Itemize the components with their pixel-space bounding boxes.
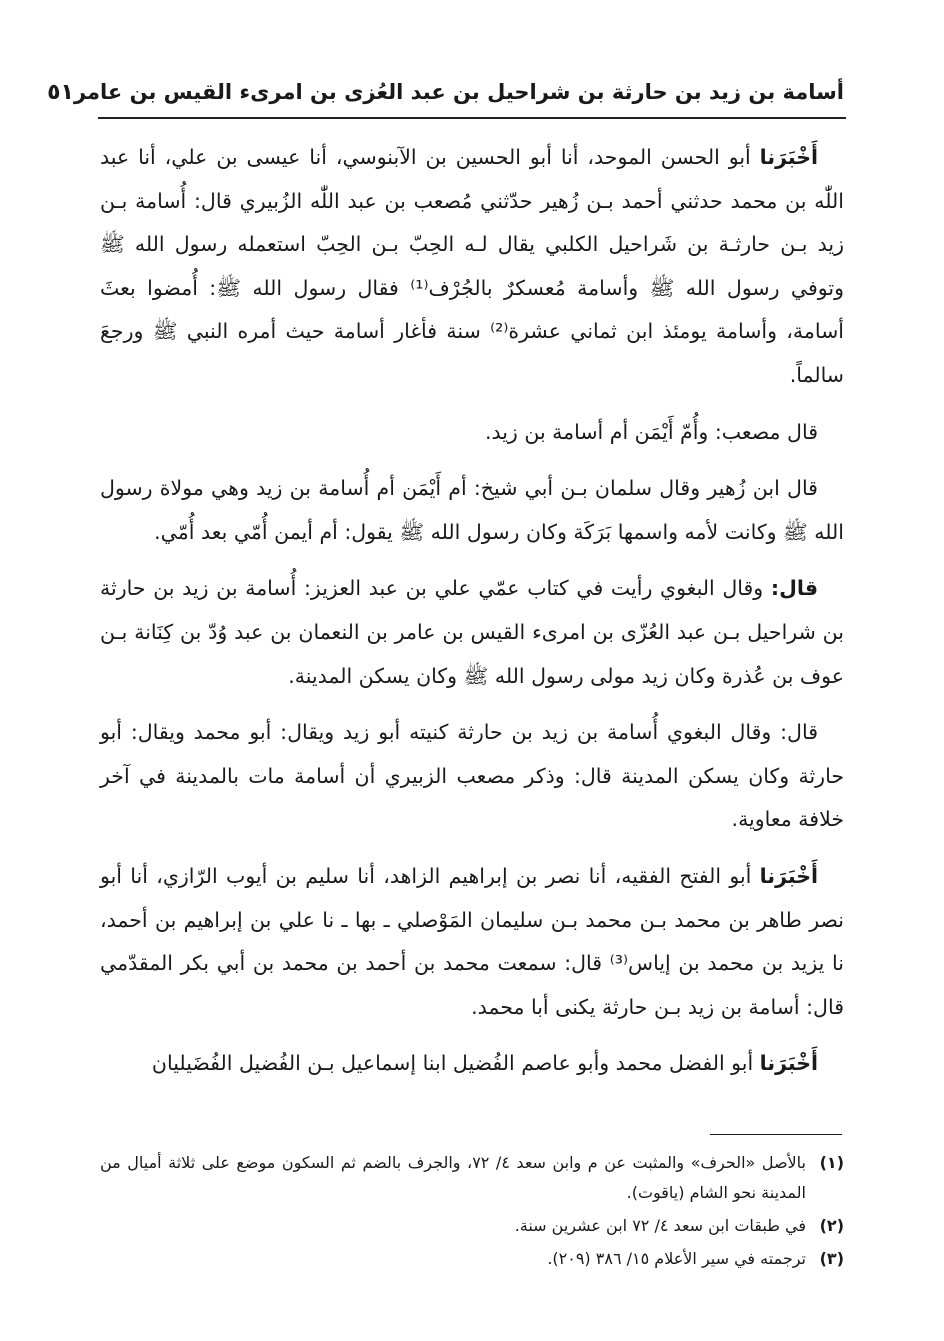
paragraph (100, 136, 844, 398)
paragraph (100, 855, 844, 1029)
paragraph-lead: أَخْبَرَنا (759, 863, 818, 888)
paragraph-text: قال مصعب: وأُمّ أَيْمَن أم أسامة بن زيد. (484, 419, 818, 444)
footnotes (100, 1148, 844, 1277)
running-header (47, 70, 844, 114)
paragraph-lead: أَخْبَرَنا (759, 1051, 818, 1076)
paragraph (100, 467, 844, 554)
header-rule (98, 117, 846, 119)
footnote-text: في طبقات ابن سعد ٤/ ٧٢ ابن عشرين سنة. (514, 1216, 806, 1235)
footnote (100, 1244, 844, 1274)
paragraph-text: أبو الفضل محمد وأبو عاصم الفُضيل ابنا إسماعيل بـن الفُضيل الفُضَيليان (151, 1051, 760, 1076)
paragraph-lead: أَخْبَرَنا (759, 145, 818, 169)
page-number: ٥١ (47, 79, 74, 105)
main-text (100, 136, 844, 1099)
footnote (100, 1148, 844, 1208)
footnote-marker: (١) (819, 1153, 844, 1172)
footnote-text: بالأصل «الحرف» والمثبت عن م وابن سعد ٤/ ٧٢، والجرف بالضم ثم السكون موضع على ثلاثة أميال من المدينة نحو الشام (ياقوت). (100, 1153, 806, 1202)
paragraph (100, 411, 844, 455)
paragraph-text: وقال البغوي رأيت في كتاب عمّي علي بن عبد العزيز: أُسامة بن زيد بن حارثة بن شراحيل بـن عبد العُزّى بن امرىء القيس بن عامر بن النعمان بن عبد وُدّ بن كِنَانة بـن عوف بن عُذرة وكان زيد مولى رسول الله ﷺ وكان يسكن المدينة. (100, 576, 844, 688)
paragraph (100, 1042, 844, 1086)
paragraph-text: قال: وقال البغوي أُسامة بن زيد بن حارثة كنيته أبو زيد ويقال: أبو محمد ويقال: أبو حارثة وكان يسكن المدينة قال: وذكر مصعب الزبيري أن أسامة مات بالمدينة في آخر خلافة معاوية. (100, 720, 844, 832)
paragraph-text: أبو الحسن الموحد، أنا أبو الحسين بن الآبنوسي، أنا عيسى بن علي، أنا عبد اللّٰه بن محمد حدثني أحمد بـن زُهير حدّثني مُصعب بن عبد اللّٰه الزُبيري قال: أُسامة بـن زيد بـن حارثـة بن شَراحيل الكلبي يقال لـه الحِبّ بـن الحِبّ استعمله رسول الله ﷺ وتوفي رسول الله ﷺ وأسامة مُعسكرٌ بالجُرْف⁽¹⁾ فقال رسول الله ﷺ: أُمضوا بعثَ أسامة، وأسامة يومئذ ابن ثماني عشرة⁽²⁾ سنة فأغار أسامة حيث أمره النبي ﷺ ورجعَ سالماً. (100, 145, 844, 387)
paragraph-text: أبو الفتح الفقيه، أنا نصر بن إبراهيم الزاهد، أنا سليم بن أيوب الرّازي، أنا أبو نصر طاهر بن محمد بـن محمد بـن سليمان المَوْصلي ـ بها ـ نا علي بن إبراهيم بن أحمد، نا يزيد بن محمد بن إياس⁽³⁾ قال: سمعت محمد بن أحمد بن محمد بن أبي بكر المقدّمي قال: أسامة بن زيد بـن حارثة يكنى أبا محمد. (100, 863, 845, 1019)
paragraph (100, 711, 844, 842)
paragraph (100, 567, 844, 698)
paragraph-text: قال ابن زُهير وقال سلمان بـن أبي شيخ: أم أَيْمَن أم أُسامة بن زيد وهي مولاة رسول الله ﷺ وكانت لأمه واسمها بَرَكَة وكان رسول الله ﷺ يقول: أم أيمن أُمّي بعد أُمّي. (100, 476, 844, 544)
footnote-rule (710, 1134, 842, 1135)
footnote (100, 1211, 844, 1241)
footnote-text: ترجمته في سير الأعلام ١٥/ ٣٨٦ (٢٠٩). (547, 1249, 806, 1268)
footnote-marker: (٣) (819, 1249, 844, 1268)
paragraph-lead: قال: (770, 576, 818, 601)
footnote-marker: (٢) (819, 1216, 844, 1235)
book-page (47, 0, 845, 1341)
running-title: أسامة بن زيد بن حارثة بن شراحيل بن عبد العُزى بن امرىء القيس بن عامر (73, 80, 844, 104)
